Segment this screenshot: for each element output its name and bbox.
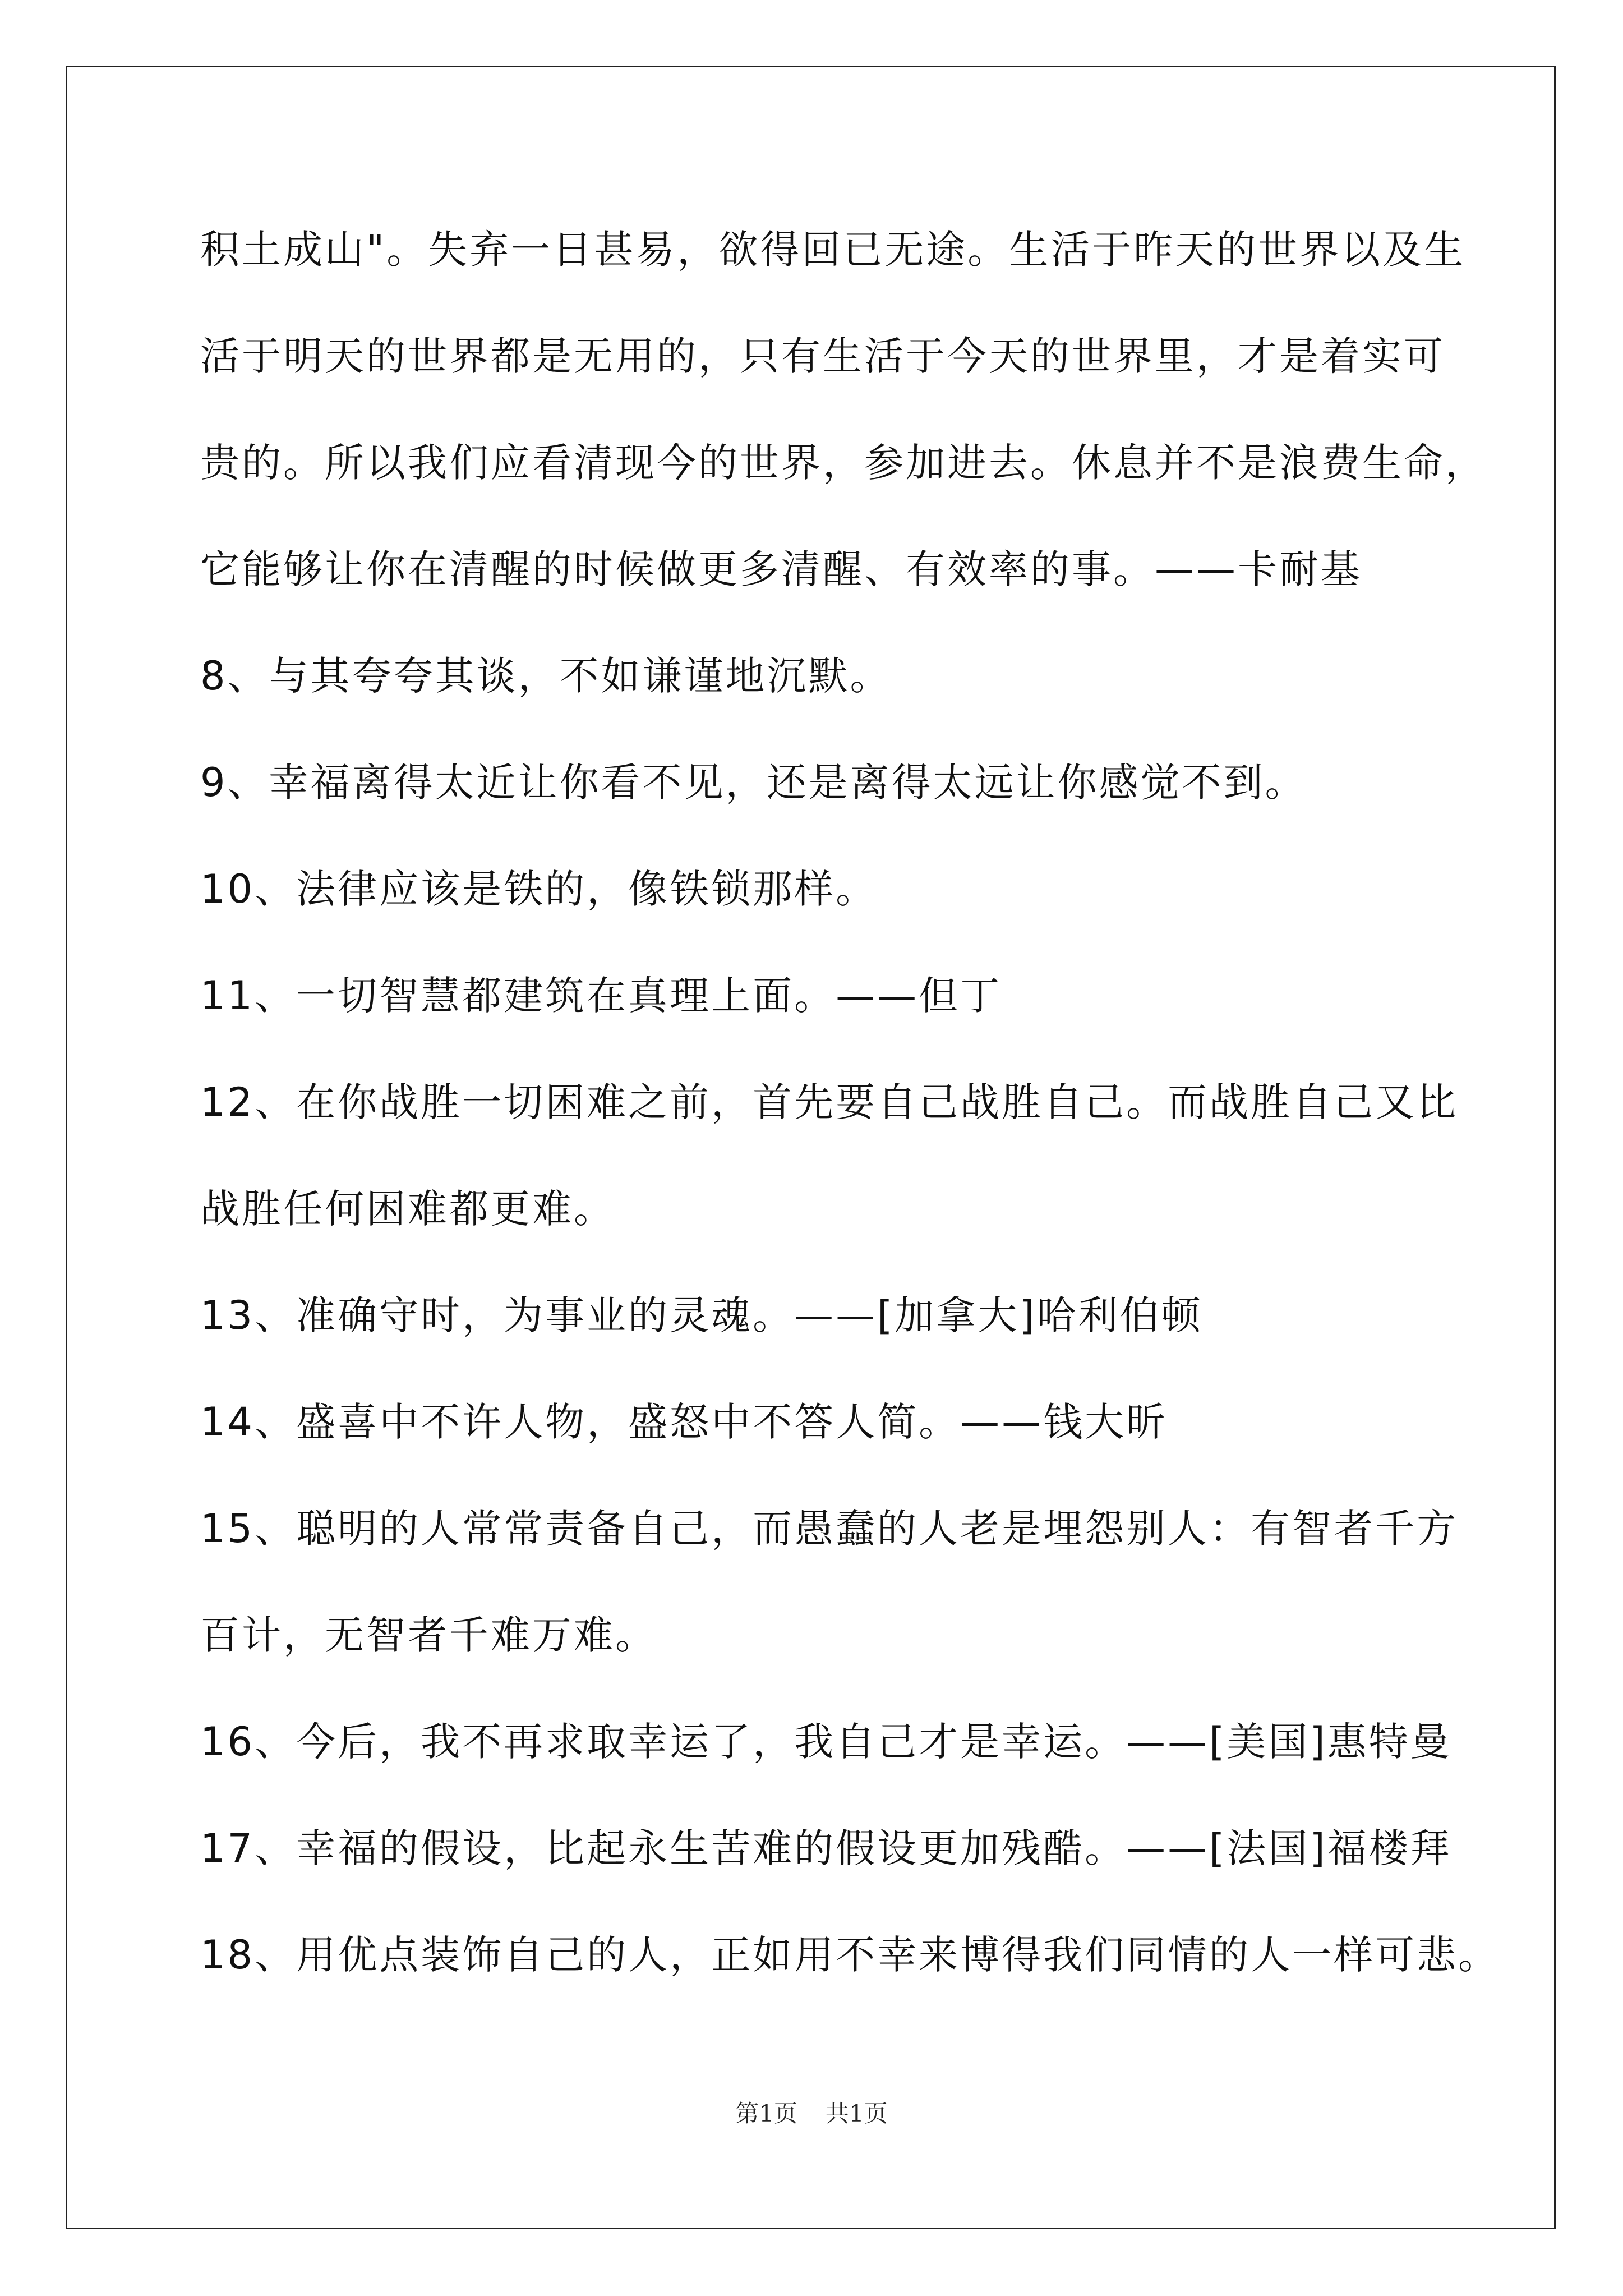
text-line: 活于明天的世界都是无用的，只有生活于今天的世界里，才是着实可 bbox=[200, 333, 1445, 379]
text-line: 百计，无智者千难万难。 bbox=[200, 1612, 657, 1658]
page-footer bbox=[0, 2095, 1623, 2129]
quote-item: 17、幸福的假设，比起永生苦难的假设更加残酷。——[法国]福楼拜 bbox=[200, 1825, 1452, 1871]
quote-item: 11、一切智慧都建筑在真理上面。——但丁 bbox=[200, 973, 1002, 1019]
quote-item: 14、盛喜中不许人物，盛怒中不答人简。——钱大昕 bbox=[200, 1399, 1168, 1445]
page-number: 第1页 bbox=[735, 2100, 797, 2127]
quote-item: 10、法律应该是铁的，像铁锁那样。 bbox=[200, 866, 878, 912]
text-line: 积土成山"。失弃一日甚易，欲得回已无途。生活于昨天的世界以及生 bbox=[200, 227, 1466, 273]
text-line: 贵的。所以我们应看清现今的世界，参加进去。休息并不是浪费生命， bbox=[200, 440, 1487, 486]
quote-item: 18、用优点装饰自己的人，正如用不幸来博得我们同情的人一样可悲。 bbox=[200, 1932, 1500, 1978]
quote-item: 9、幸福离得太近让你看不见，还是离得太远让你感觉不到。 bbox=[200, 760, 1307, 806]
quote-item: 15、聪明的人常常责备自己，而愚蠢的人老是埋怨别人：有智者千方 bbox=[200, 1506, 1459, 1552]
text-line: 它能够让你在清醒的时候做更多清醒、有效率的事。——卡耐基 bbox=[200, 546, 1362, 592]
text-line: 战胜任何困难都更难。 bbox=[200, 1186, 615, 1232]
quote-item: 16、今后，我不再求取幸运了，我自己才是幸运。——[美国]惠特曼 bbox=[200, 1719, 1452, 1765]
page-total: 共1页 bbox=[826, 2100, 888, 2127]
quote-item: 13、准确守时，为事业的灵魂。——[加拿大]哈利伯顿 bbox=[200, 1292, 1203, 1338]
quote-item: 8、与其夸夸其谈，不如谦谨地沉默。 bbox=[200, 653, 892, 699]
document-body bbox=[200, 213, 1500, 2025]
quote-item: 12、在你战胜一切困难之前，首先要自己战胜自己。而战胜自己又比 bbox=[200, 1079, 1459, 1125]
